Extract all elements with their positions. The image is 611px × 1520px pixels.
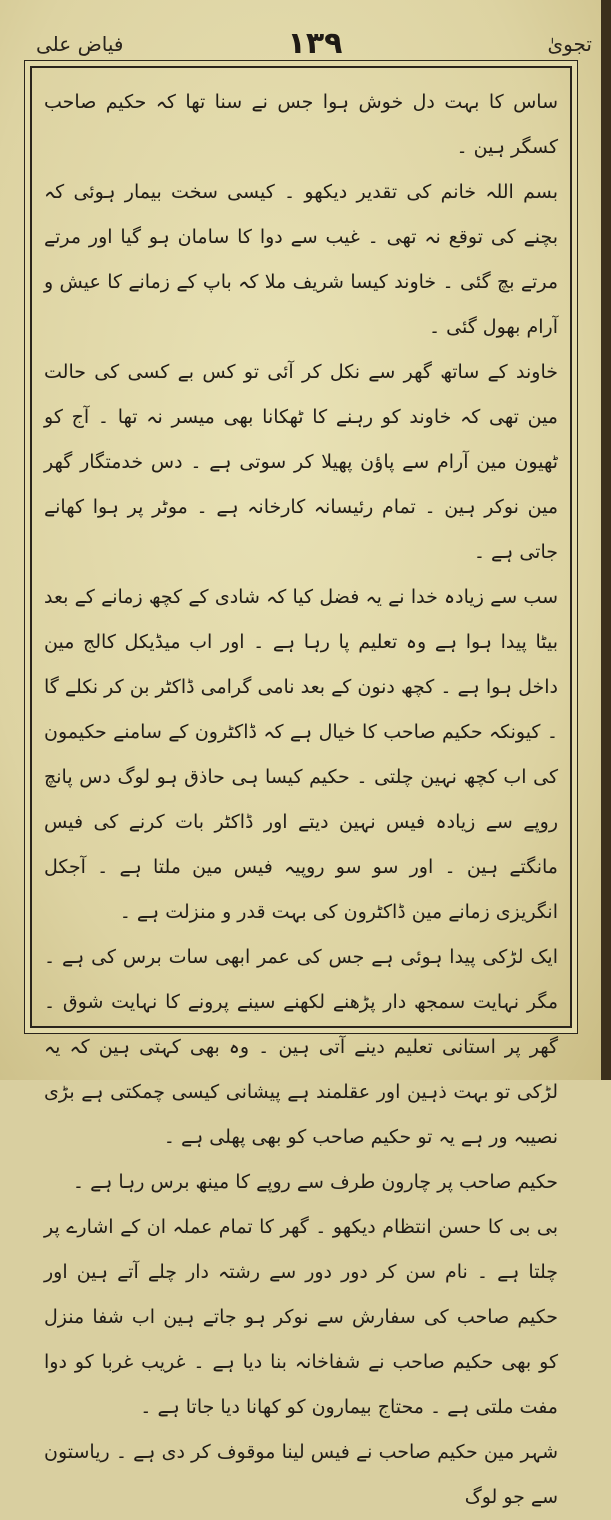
page-number: ۱۳۹ xyxy=(287,26,343,61)
paragraph: بسم اللہ خانم کی تقدیر دیکھو ۔ کیسی سخت بیمار ہوئی کہ بچنے کی توقع نہ تھی ۔ غیب سے دوا کا سامان ہو گیا اور مرتے مرتے بچ گئی ۔ خاوند کیسا شریف ملا کہ باپ کے زمانے کا عیش و آرام بھول گئی ۔ xyxy=(44,181,558,338)
paragraph: خاوند کے ساتھ گھر سے نکل کر آئی تو کس بے کسی کی حالت مین تھی کہ خاوند کو رہنے کا ٹھکانا بھی میسر نہ تھا ۔ آج کو ٹھیون مین آرام سے پاؤن پھیلا کر سوتی ہے ۔ دس خدمتگار گھر مین نوکر ہین ۔ تمام رئیسانہ کارخانہ ہے ۔ موٹر پر ہوا کھانے جاتی ہے ۔ xyxy=(44,361,558,563)
body-text xyxy=(44,80,558,1508)
running-title: تجویٰ xyxy=(547,32,592,56)
page-header xyxy=(30,26,600,66)
text-frame xyxy=(30,66,572,1508)
paragraph: حکیم صاحب پر چارون طرف سے روپے کا مینھ برس رہا ہے ۔ xyxy=(72,1171,558,1193)
paragraph: شہر مین حکیم صاحب نے فیس لینا موقوف کر دی ہے ۔ ریاستون سے جو لوگ xyxy=(44,1441,558,1508)
paragraph: ساس کا بہت دل خوش ہوا جس نے سنا تھا کہ حکیم صاحب کسگر ہین ۔ xyxy=(44,91,558,158)
book-spine-edge xyxy=(601,0,611,1080)
paragraph: سب سے زیادہ خدا نے یہ فضل کیا کہ شادی کے کچھ زمانے کے بعد بیٹا پیدا ہوا ہے وہ تعلیم پا رہا ہے ۔ اور اب میڈیکل کالج مین داخل ہوا ہے ۔ کچھ دنون کے بعد نامی گرامی ڈاکٹر بن کر نکلے گا ۔ کیونکہ حکیم صاحب کا خیال ہے کہ ڈاکٹرون کے سامنے حکیمون کی اب کچھ نہین چلتی ۔ حکیم کیسا ہی حاذق ہو لوگ دس پانچ روپے سے زیادہ فیس نہین دیتے اور ڈاکٹر بات کرنے کی فیس مانگتے ہین ۔ اور سو سو روپیہ فیس مین ملتا ہے ۔ آجکل انگریزی زمانے مین ڈاکٹرون کی بہت قدر و منزلت ہے ۔ xyxy=(44,586,558,923)
author-name: فیاض علی xyxy=(36,32,124,56)
paragraph: ایک لڑکی پیدا ہوئی ہے جس کی عمر ابھی سات برس کی ہے ۔ مگر نہایت سمجھ دار پڑھنے لکھنے سینے پرونے کا نہایت شوق ۔ گھر پر استانی تعلیم دینے آتی ہین ۔ وہ بھی کہتی ہین کہ یہ لڑکی تو بہت ذہین اور عقلمند ہے پیشانی کیسی چمکتی ہے بڑی نصیبہ ور ہے یہ تو حکیم صاحب کو بھی پھلی ہے ۔ xyxy=(44,946,558,1148)
paragraph: بی بی کا حسن انتظام دیکھو ۔ گھر کا تمام عملہ ان کے اشارے پر چلتا ہے ۔ نام سن کر دور دور سے رشتہ دار چلے آتے ہین اور حکیم صاحب کی سفارش سے نوکر ہو جاتے ہین اب شفا منزل کو بھی حکیم صاحب نے شفاخانہ بنا دیا ہے ۔ غریب غربا کو دوا مفت ملتی ہے ۔ محتاج بیمارون کو کھانا دیا جاتا ہے ۔ xyxy=(44,1216,558,1418)
